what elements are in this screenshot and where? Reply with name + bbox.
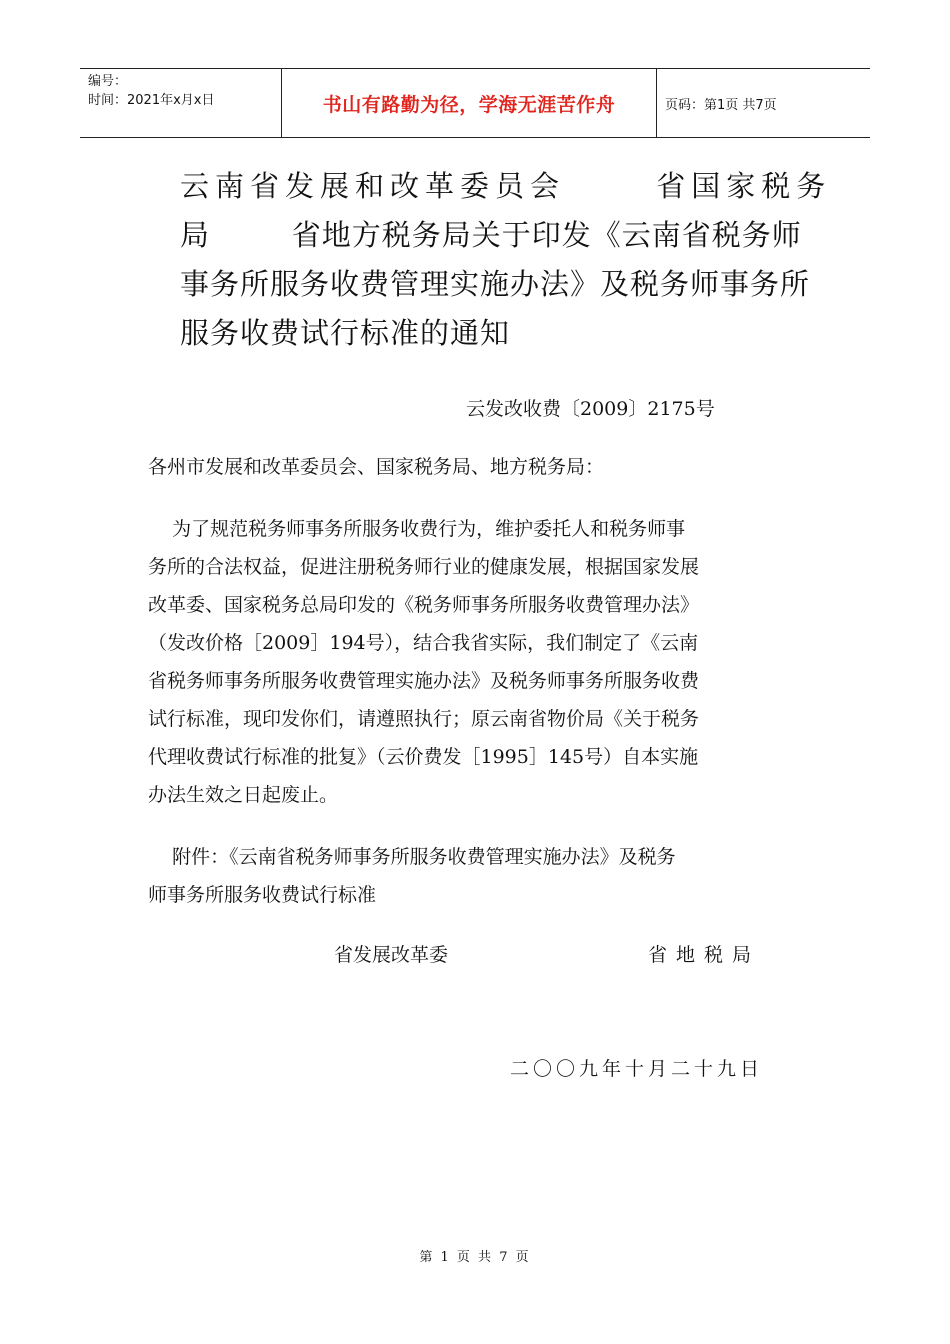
attachment-note: [148, 838, 808, 914]
header-motto: 书山有路勤为径，学海无涯苦作舟: [282, 69, 657, 137]
body-line: 试行标准，现印发你们，请遵照执行；原云南省物价局《关于税务: [148, 708, 700, 730]
attachment-line-1: 附件：《云南省税务师事务所服务收费管理实施办法》及税务: [148, 846, 676, 868]
recipient-line: 各州市发展和改革委员会、国家税务局、地方税务局：: [148, 456, 605, 478]
title-line-3: 事务所服务收费管理实施办法》及税务师事务所: [180, 267, 811, 301]
page-footer: 第 1 页 共 7 页: [419, 1250, 531, 1265]
signature-local-tax-bureau: 省地税局: [648, 944, 761, 966]
attachment-line-2: 师事务所服务收费试行标准: [148, 884, 377, 906]
document-header: [80, 68, 870, 138]
document-title: [180, 162, 832, 358]
number-label: 编号：: [88, 74, 128, 89]
header-page-info: 页码：第1页 共7页: [665, 97, 777, 113]
title-line-2: 局 省地方税务局关于印发《云南省税务师: [180, 218, 802, 252]
body-line: 为了规范税务师事务所服务收费行为，维护委托人和税务师事: [148, 518, 686, 540]
body-line: 代理收费试行标准的批复》（云价费发［1995］145号）自本实施: [148, 746, 699, 768]
body-line: 办法生效之日起废止。: [148, 784, 339, 806]
document-number: 云发改收费〔2009〕2175号: [466, 398, 715, 420]
header-meta: [80, 69, 282, 137]
title-line-1: 云南省发展和改革委员会 省国家税务: [180, 169, 832, 203]
body-line: 省税务师事务所服务收费管理实施办法》及税务师事务所服务收费: [148, 670, 700, 692]
body-paragraph: [148, 510, 808, 814]
time-label: 时间：2021年x月x日: [88, 93, 215, 108]
body-line: （发改价格［2009］194号），结合我省实际，我们制定了《云南: [148, 632, 699, 654]
signature-development-commission: 省发展改革委: [334, 944, 449, 966]
title-line-4: 服务收费试行标准的通知: [180, 316, 511, 350]
body-line: 改革委、国家税务总局印发的《税务师事务所服务收费管理办法》: [148, 594, 700, 616]
body-line: 务所的合法权益，促进注册税务师行业的健康发展，根据国家发展: [148, 556, 700, 578]
issue-date: 二〇〇九年十月二十九日: [510, 1058, 764, 1080]
